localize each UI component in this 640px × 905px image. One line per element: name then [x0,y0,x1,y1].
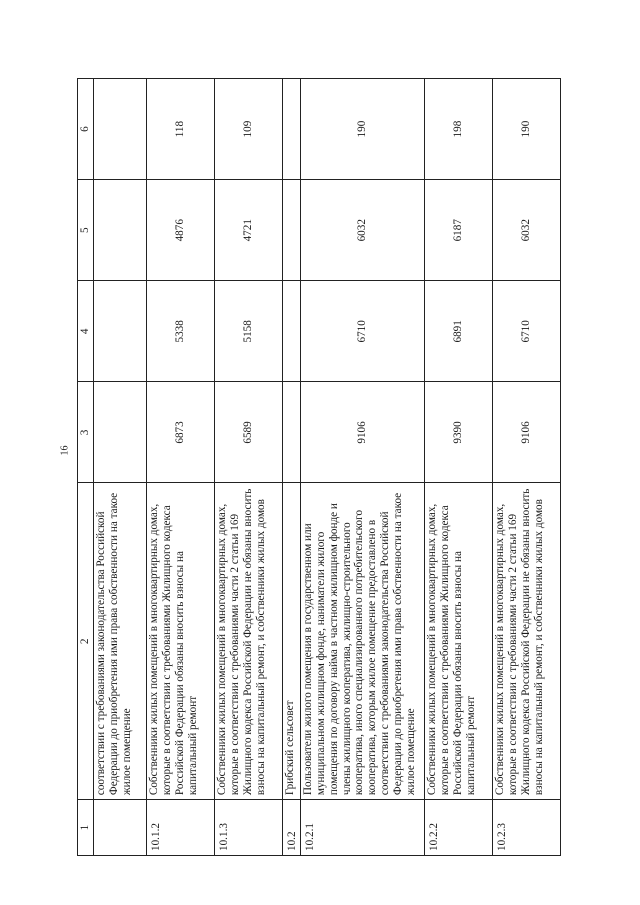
column-header: 1 [78,800,94,856]
row-code: 10.2.3 [492,800,560,856]
row-value: 4876 [147,180,215,281]
rotated-table-frame [77,78,545,856]
row-code: 10.1.3 [215,800,283,856]
row-value: 198 [424,79,492,180]
table-row [424,79,492,856]
table-row [94,79,147,856]
row-description: Собственники жилых помещений в многоквартирных домах, которые в соответствии с требованиями Жилищного кодекса Российской Федерации обязаны вносить взносы на капитальный ремонт [147,483,215,800]
page-number: 16 [59,445,71,456]
row-value [283,180,301,281]
table-container [77,78,545,856]
row-value: 9106 [492,382,560,483]
row-value: 6589 [215,382,283,483]
row-code [94,800,147,856]
table-row [300,79,424,856]
table-header-row [78,79,94,856]
row-code: 10.2.1 [300,800,424,856]
row-value [94,79,147,180]
table-row [215,79,283,856]
row-value: 6891 [424,281,492,382]
row-description: соответствии с требованиями законодательства Российской Федерации до приобретения ими права собственности на такое жилое помещение [94,483,147,800]
column-header: 2 [78,483,94,800]
row-value [94,180,147,281]
row-description: Собственники жилых помещений в многоквартирных домах, которые в соответствии с требованиями Жилищного кодекса Российской Федерации обязаны вносить взносы на капитальный ремонт [424,483,492,800]
row-code: 10.1.2 [147,800,215,856]
table-row [147,79,215,856]
row-value: 109 [215,79,283,180]
row-value: 6032 [300,180,424,281]
row-value: 118 [147,79,215,180]
row-value: 9390 [424,382,492,483]
column-header: 6 [78,79,94,180]
row-description: Грибский сельсовет [283,483,301,800]
row-value: 190 [300,79,424,180]
row-value [283,382,301,483]
row-value [283,281,301,382]
row-value: 9106 [300,382,424,483]
row-value: 5158 [215,281,283,382]
table-row [283,79,301,856]
row-value: 6187 [424,180,492,281]
tariff-table [77,78,561,856]
row-value: 6873 [147,382,215,483]
row-value: 4721 [215,180,283,281]
column-header: 4 [78,281,94,382]
row-description: Пользователи жилого помещения в государственном или муниципальном жилищном фонде, наниматели жилого помещения по договору найма в частном жилищном фонде и члены жилищного кооператива, жилищно-строительного кооператива, иного специализированного потребительского кооператива, которым жилое помещение предоставлено в соответствии с требованиями законодательства Российской Федерации до приобретения ими права собственности на такое жилое помещение [300,483,424,800]
row-code: 10.2.2 [424,800,492,856]
column-header: 3 [78,382,94,483]
row-description: Собственники жилых помещений в многоквартирных домах, которые в соответствии с требованиями части 2 статьи 169 Жилищного кодекса Российской Федерации не обязаны вносить взносы на капитальный ремонт, и собственники жилых домов [492,483,560,800]
row-description: Собственники жилых помещений в многоквартирных домах, которые в соответствии с требованиями части 2 статьи 169 Жилищного кодекса Российской Федерации не обязаны вносить взносы на капитальный ремонт, и собственники жилых домов [215,483,283,800]
row-value: 5338 [147,281,215,382]
row-value: 190 [492,79,560,180]
row-value [94,281,147,382]
column-header: 5 [78,180,94,281]
row-value: 6710 [300,281,424,382]
row-code: 10.2 [283,800,301,856]
row-value [94,382,147,483]
row-value [283,79,301,180]
table-row [492,79,560,856]
row-value: 6032 [492,180,560,281]
row-value: 6710 [492,281,560,382]
